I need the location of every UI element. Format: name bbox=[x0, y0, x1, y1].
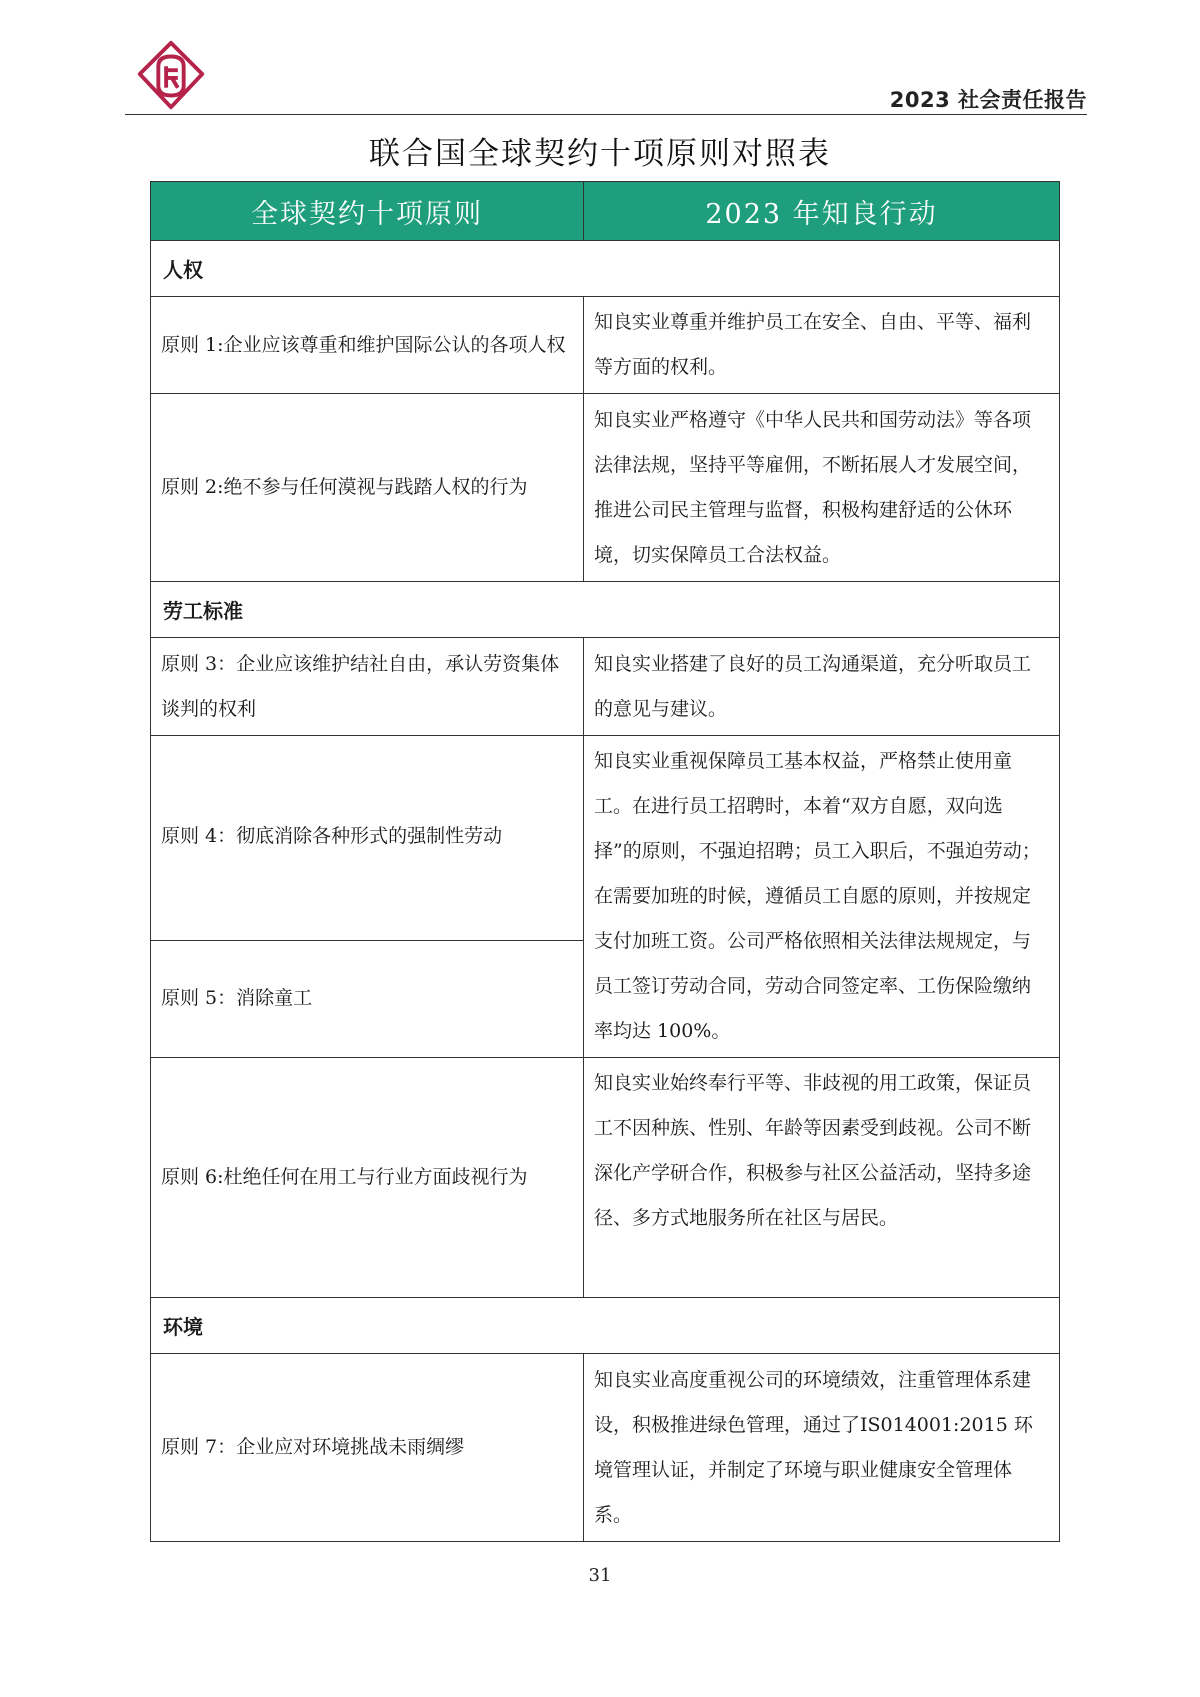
company-logo-icon bbox=[132, 36, 210, 116]
table-row bbox=[151, 1058, 1060, 1298]
table-row bbox=[151, 638, 1060, 736]
table-row bbox=[151, 297, 1060, 394]
report-title: 2023 社会责任报告 bbox=[889, 88, 1087, 112]
table-header-row bbox=[151, 182, 1060, 241]
principle-label: 原则 6:杜绝任何在用工与行业方面歧视行为 bbox=[151, 1058, 584, 1298]
principles-table bbox=[150, 181, 1060, 1542]
principle-action: 知良实业始终奉行平等、非歧视的用工政策，保证员工不因种族、性别、年龄等因素受到歧视。公司不断深化产学研合作，积极参与社区公益活动，坚持多途径、多方式地服务所在社区与居民。 bbox=[584, 1058, 1060, 1298]
section-title: 劳工标准 bbox=[151, 582, 1060, 638]
page-number: 31 bbox=[588, 1565, 612, 1586]
table-row bbox=[151, 394, 1060, 582]
principle-label: 原则 1:企业应该尊重和维护国际公认的各项人权 bbox=[151, 297, 584, 394]
column-header-actions: 2023 年知良行动 bbox=[584, 182, 1060, 241]
column-header-principles: 全球契约十项原则 bbox=[151, 182, 584, 241]
principle-action: 知良实业高度重视公司的环境绩效，注重管理体系建设，积极推进绿色管理，通过了IS014001:2015 环境管理认证，并制定了环境与职业健康安全管理体系。 bbox=[584, 1354, 1060, 1542]
principle-action: 知良实业重视保障员工基本权益，严格禁止使用童工。在进行员工招聘时，本着“双方自愿，双向选择”的原则，不强迫招聘；员工入职后，不强迫劳动；在需要加班的时候，遵循员工自愿的原则，并按规定支付加班工资。公司严格依照相关法律法规规定，与员工签订劳动合同，劳动合同签定率、工伤保险缴纳率均达 100%。 bbox=[584, 736, 1060, 1058]
principle-label: 原则 3：企业应该维护结社自由，承认劳资集体谈判的权利 bbox=[151, 638, 584, 736]
principle-label: 原则 5：消除童工 bbox=[151, 940, 584, 1057]
header-divider bbox=[125, 114, 1087, 115]
section-title: 环境 bbox=[151, 1298, 1060, 1354]
page-title: 联合国全球契约十项原则对照表 bbox=[369, 136, 831, 172]
principle-action: 知良实业尊重并维护员工在安全、自由、平等、福利等方面的权利。 bbox=[584, 297, 1060, 394]
section-row-human-rights bbox=[151, 241, 1060, 297]
section-title: 人权 bbox=[151, 241, 1060, 297]
principle-label: 原则 2:绝不参与任何漠视与践踏人权的行为 bbox=[151, 394, 584, 582]
principle-label: 原则 7：企业应对环境挑战未雨绸缪 bbox=[151, 1354, 584, 1542]
section-row-environment bbox=[151, 1298, 1060, 1354]
principle-label: 原则 4：彻底消除各种形式的强制性劳动 bbox=[151, 736, 584, 941]
principle-action: 知良实业搭建了良好的员工沟通渠道，充分听取员工的意见与建议。 bbox=[584, 638, 1060, 736]
principle-action: 知良实业严格遵守《中华人民共和国劳动法》等各项法律法规，坚持平等雇佣，不断拓展人才发展空间，推进公司民主管理与监督，积极构建舒适的公休环境，切实保障员工合法权益。 bbox=[584, 394, 1060, 582]
table-row bbox=[151, 736, 1060, 941]
table-row bbox=[151, 1354, 1060, 1542]
section-row-labour bbox=[151, 582, 1060, 638]
